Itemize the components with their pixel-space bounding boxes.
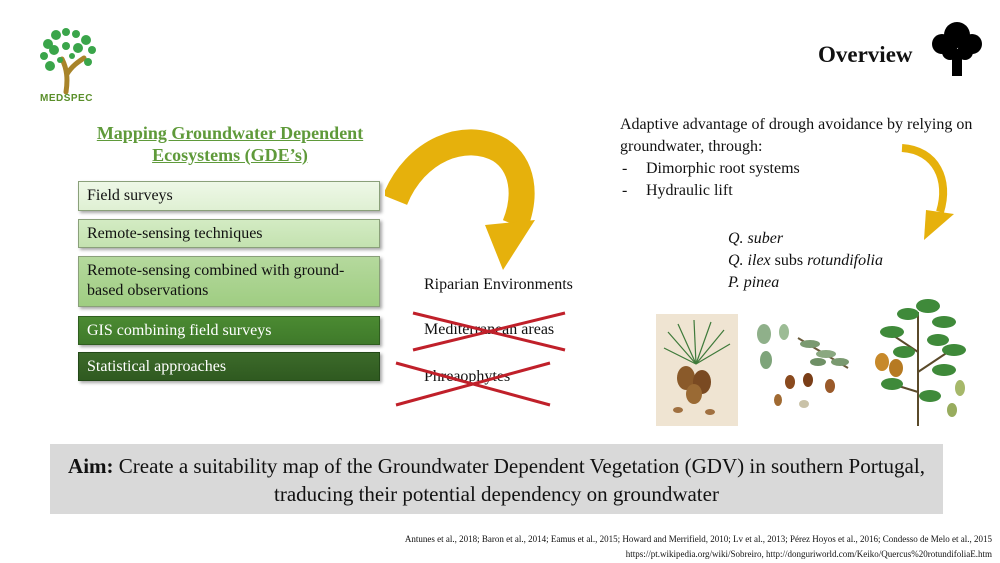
pine-cone-illustration (656, 314, 738, 426)
mapping-title-line1: Mapping Groundwater Dependent (96, 123, 364, 143)
cross-mark-mediterranean (405, 305, 575, 355)
list-item: - Hydraulic lift (622, 182, 733, 199)
adaptation-text: Adaptive advantage of drough avoidance by relying on groundwater, through: (620, 116, 973, 155)
logo-text: MEDSPEC (40, 93, 93, 104)
page-title: Overview (818, 42, 913, 67)
references-line1: Antunes et al., 2018; Baron et al., 2014; Eamus et al., 2015; Howard and Merrifield, 2010; Lv et al., 2013; Pérez Hoyos et al., 2016; Condesso de Melo et al., 2015 (404, 534, 992, 544)
list-item: - Dimorphic root systems (622, 160, 800, 177)
step-statistical: Statistical approaches (78, 352, 380, 381)
mapping-title-line2: Ecosystems (GDE’s) (152, 145, 308, 165)
species-suber: Q. suber (728, 230, 784, 247)
step-remote-sensing-ground: Remote-sensing combined with ground-based observations (78, 256, 380, 307)
species-list (728, 228, 883, 294)
curved-arrow-large (385, 120, 545, 280)
references-line2: https://pt.wikipedia.org/wiki/Sobreiro, http://donguriworld.com/Keiko/Quercus%20rotundifoliaE.htm (625, 549, 992, 559)
env-mediterranean: Mediterranean areas (424, 321, 555, 338)
step-remote-sensing: Remote-sensing techniques (78, 219, 380, 248)
env-phreaophytes: Phreaophytes (424, 368, 511, 385)
species-pinea: P. pinea (728, 274, 780, 291)
tree-icon (928, 22, 986, 76)
aim-box (50, 444, 943, 514)
aim-label: Aim: (68, 454, 114, 478)
aim-text: Create a suitability map of the Groundwater Dependent Vegetation (GDV) in southern Portugal, traducing their potential dependency on groundwater (113, 454, 925, 506)
medspec-logo (36, 24, 100, 94)
cross-mark-phreaophytes (390, 355, 560, 410)
step-field-surveys: Field surveys (78, 181, 380, 211)
curved-arrow-small (896, 140, 956, 248)
mapping-title (60, 122, 400, 166)
cork-oak-illustration (868, 292, 972, 428)
step-gis: GIS combining field surveys (78, 316, 380, 345)
env-riparian: Riparian Environments (424, 276, 573, 293)
species-ilex: Q. ilex subs rotundifolia (728, 252, 883, 269)
holm-oak-illustration (748, 318, 858, 422)
